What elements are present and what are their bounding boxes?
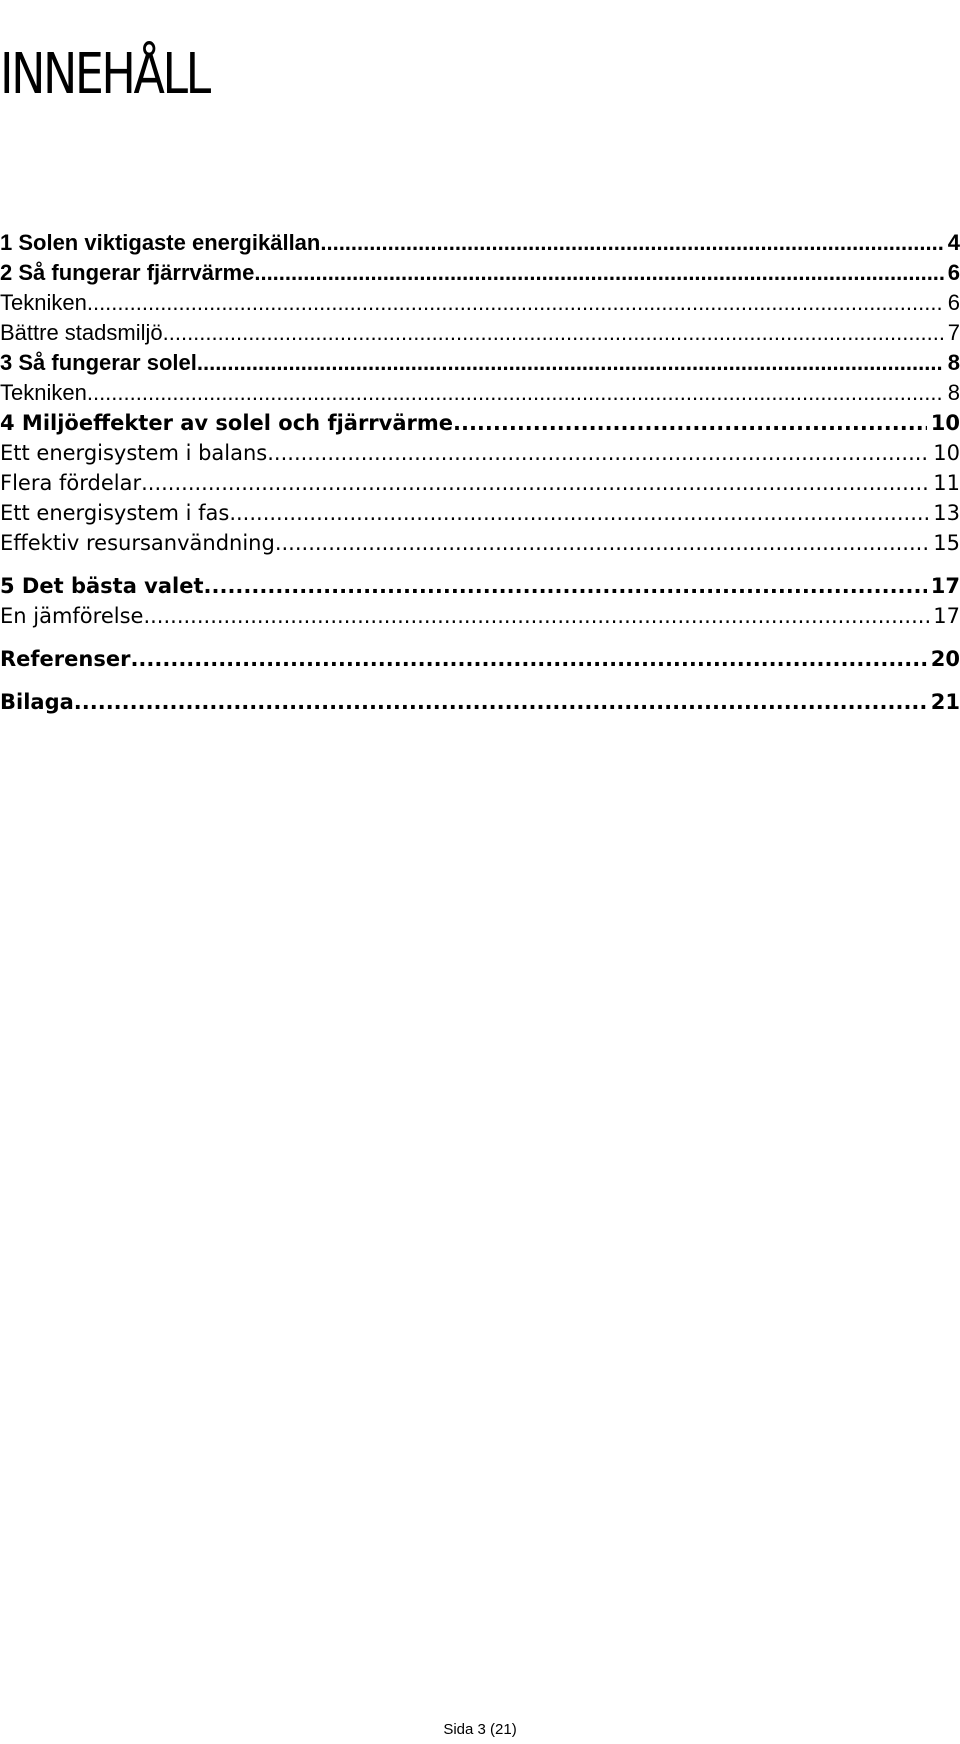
- toc-entry-label: 4 Miljöeffekter av solel och fjärrvärme: [0, 411, 453, 435]
- toc-entry-page-number: 13: [933, 501, 960, 525]
- toc-dot-leader: [87, 378, 944, 408]
- toc-entry-section[interactable]: [0, 318, 960, 348]
- toc-dot-leader: [143, 601, 929, 631]
- toc-entry-label: Ett energisystem i balans: [0, 441, 268, 465]
- toc-entry-section[interactable]: [0, 468, 960, 498]
- toc-entry-label: 2 Så fungerar fjärrvärme: [0, 260, 255, 285]
- toc-entry-label: Tekniken: [0, 290, 87, 315]
- toc-entry-chapter-1[interactable]: [0, 228, 960, 258]
- toc-entry-page-number: 17: [933, 604, 960, 628]
- toc-entry-label: Tekniken: [0, 380, 87, 405]
- toc-entry-page-number: 6: [947, 260, 960, 285]
- toc-dot-leader: [320, 228, 943, 258]
- toc-entry-label: 1 Solen viktigaste energikällan: [0, 230, 321, 255]
- toc-entry-page-number: 15: [933, 531, 960, 555]
- toc-entry-page-number: 7: [947, 320, 960, 345]
- toc-entry-chapter-5[interactable]: [0, 571, 960, 601]
- toc-entry-page-number: 17: [930, 574, 960, 598]
- toc-entry-label: Referenser: [0, 647, 131, 671]
- toc-dot-leader: [267, 438, 929, 468]
- toc-entry-label: 3 Så fungerar solel: [0, 350, 197, 375]
- toc-entry-page-number: 8: [947, 380, 960, 405]
- toc-entry-page-number: 8: [947, 350, 960, 375]
- toc-entry-label: 5 Det bästa valet: [0, 574, 204, 598]
- toc-entry-section[interactable]: [0, 528, 960, 558]
- toc-entry-appendix[interactable]: [0, 687, 960, 717]
- toc-dot-leader: [275, 528, 929, 558]
- toc-dot-leader: [130, 644, 926, 674]
- toc-entry-chapter-2[interactable]: [0, 258, 960, 288]
- toc-dot-leader: [74, 687, 927, 717]
- toc-entry-label: Bilaga: [0, 690, 74, 714]
- toc-entry-label: Ett energisystem i fas: [0, 501, 230, 525]
- toc-entry-page-number: 10: [930, 411, 960, 435]
- toc-entry-page-number: 10: [933, 441, 960, 465]
- toc-dot-leader: [229, 498, 929, 528]
- toc-dot-leader: [197, 348, 944, 378]
- toc-entry-references[interactable]: [0, 644, 960, 674]
- toc-dot-leader: [204, 571, 927, 601]
- toc-entry-section[interactable]: [0, 288, 960, 318]
- toc-dot-leader: [141, 468, 929, 498]
- toc-entry-section[interactable]: [0, 438, 960, 468]
- page-title: INNEHÅLL: [0, 41, 209, 107]
- toc-entry-page-number: 11: [933, 471, 960, 495]
- toc-entry-page-number: 6: [947, 290, 960, 315]
- toc-entry-label: En jämförelse: [0, 604, 144, 628]
- toc-entry-page-number: 21: [930, 690, 960, 714]
- toc-entry-chapter-3[interactable]: [0, 348, 960, 378]
- toc-entry-label: Flera fördelar: [0, 471, 142, 495]
- toc-entry-section[interactable]: [0, 601, 960, 631]
- toc-entry-page-number: 20: [930, 647, 960, 671]
- toc-entry-label: Bättre stadsmiljö: [0, 320, 163, 345]
- toc-entry-section[interactable]: [0, 498, 960, 528]
- toc-entry-chapter-4[interactable]: [0, 408, 960, 438]
- page-footer: Sida 3 (21): [443, 1721, 517, 1738]
- toc-entry-label: Effektiv resursanvändning: [0, 531, 275, 555]
- toc-dot-leader: [453, 408, 927, 438]
- toc-entry-page-number: 4: [947, 230, 960, 255]
- toc-entry-section[interactable]: [0, 378, 960, 408]
- toc-dot-leader: [254, 258, 943, 288]
- table-of-contents: [0, 228, 960, 717]
- toc-dot-leader: [87, 288, 944, 318]
- toc-dot-leader: [163, 318, 944, 348]
